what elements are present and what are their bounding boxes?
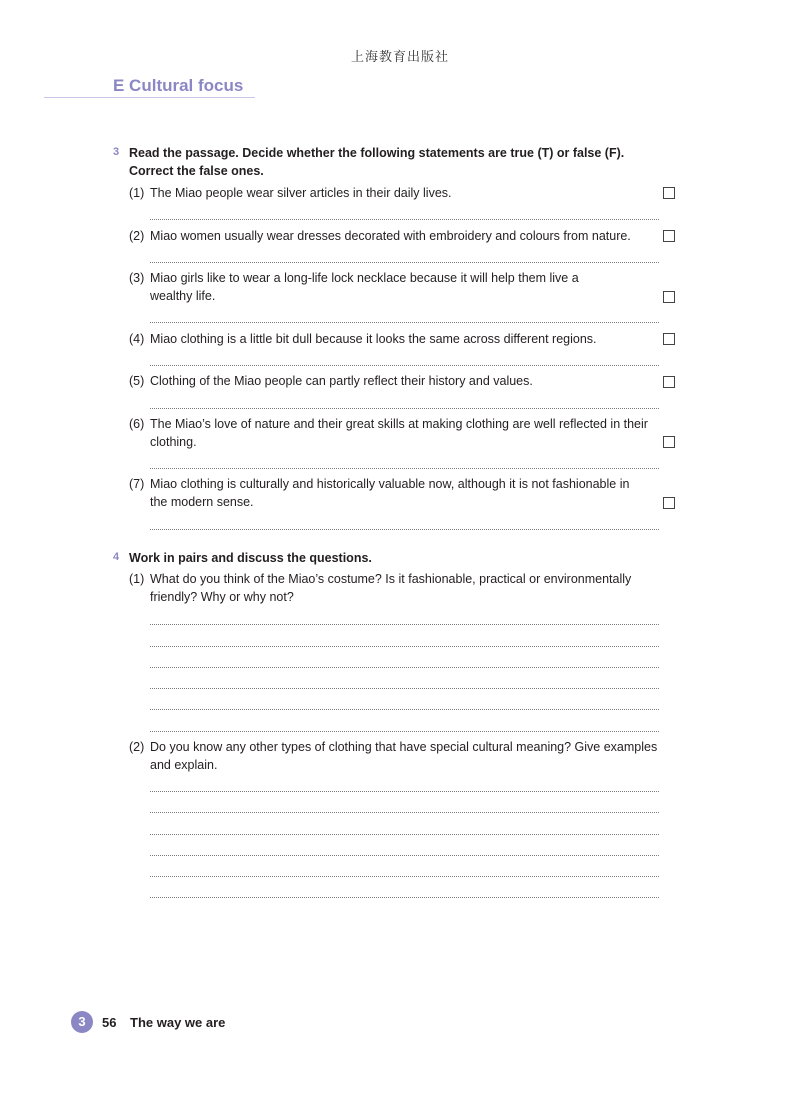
- question-number: (2): [129, 740, 145, 754]
- answer-line-q1-5[interactable]: [150, 709, 659, 710]
- statement-number: (5): [129, 374, 145, 388]
- answer-line-6[interactable]: [150, 468, 659, 469]
- answer-line-q1-6[interactable]: [150, 731, 659, 732]
- task-3-instruction: [129, 144, 669, 180]
- statement-text: The Miao people wear silver articles in their daily lives.: [150, 186, 452, 200]
- statement-text: Miao clothing is a little bit dull because it looks the same across different regions.: [150, 332, 597, 346]
- question-number: (1): [129, 572, 145, 586]
- true-false-checkbox-2[interactable]: [663, 230, 675, 242]
- statement-number: (6): [129, 417, 145, 431]
- true-false-checkbox-6[interactable]: [663, 436, 675, 448]
- page-number: 56: [102, 1015, 117, 1030]
- statement-number: (3): [129, 271, 145, 285]
- section-heading-rule: [44, 97, 255, 98]
- answer-line-7[interactable]: [150, 529, 659, 530]
- answer-line-q1-2[interactable]: [150, 646, 659, 647]
- statement-number: (4): [129, 332, 145, 346]
- answer-line-5[interactable]: [150, 408, 659, 409]
- statement-text: Miao clothing is culturally and historically valuable now, although it is not fashionable in the modern sense.: [150, 477, 630, 509]
- task-3-instruction-line-1: Read the passage. Decide whether the following statements are true (T) or false (F).: [129, 146, 625, 160]
- answer-line-q1-4[interactable]: [150, 688, 659, 689]
- answer-line-3[interactable]: [150, 322, 659, 323]
- task-4-instruction: Work in pairs and discuss the questions.: [129, 551, 372, 565]
- question-text: Do you know any other types of clothing that have special cultural meaning? Give examples and explain.: [150, 740, 658, 772]
- section-heading: E Cultural focus: [113, 76, 244, 95]
- answer-line-q1-1[interactable]: [150, 624, 659, 625]
- task-3-number: 3: [113, 146, 120, 158]
- true-false-checkbox-1[interactable]: [663, 187, 675, 199]
- answer-line-1[interactable]: [150, 219, 659, 220]
- answer-line-2[interactable]: [150, 262, 659, 263]
- statement-text: Miao girls like to wear a long-life lock necklace because it will help them live a wealthy life.: [150, 271, 579, 303]
- statement-number: (1): [129, 186, 145, 200]
- question-text: What do you think of the Miao’s costume? Is it fashionable, practical or environmentally friendly? Why or why not?: [150, 572, 632, 604]
- answer-line-q2-1[interactable]: [150, 791, 659, 792]
- answer-line-q1-3[interactable]: [150, 667, 659, 668]
- answer-line-q2-5[interactable]: [150, 876, 659, 877]
- statement-text: Clothing of the Miao people can partly reflect their history and values.: [150, 374, 533, 388]
- statement-number: (7): [129, 477, 145, 491]
- answer-line-q2-3[interactable]: [150, 834, 659, 835]
- task-4-number: 4: [113, 551, 120, 563]
- answer-line-q2-4[interactable]: [150, 855, 659, 856]
- true-false-checkbox-5[interactable]: [663, 376, 675, 388]
- answer-line-4[interactable]: [150, 365, 659, 366]
- publisher-header: 上海教育出版社: [350, 50, 449, 65]
- true-false-checkbox-4[interactable]: [663, 333, 675, 345]
- unit-title: The way we are: [130, 1015, 226, 1030]
- true-false-checkbox-7[interactable]: [663, 497, 675, 509]
- statement-text: Miao women usually wear dresses decorated with embroidery and colours from nature.: [150, 229, 631, 243]
- answer-line-q2-2[interactable]: [150, 812, 659, 813]
- statement-number: (2): [129, 229, 145, 243]
- unit-badge: 3: [71, 1011, 93, 1033]
- answer-line-q2-6[interactable]: [150, 897, 659, 898]
- statement-text: The Miao’s love of nature and their great skills at making clothing are well reflected in their clothing.: [150, 417, 648, 449]
- true-false-checkbox-3[interactable]: [663, 291, 675, 303]
- task-3-instruction-line-2: Correct the false ones.: [129, 164, 264, 178]
